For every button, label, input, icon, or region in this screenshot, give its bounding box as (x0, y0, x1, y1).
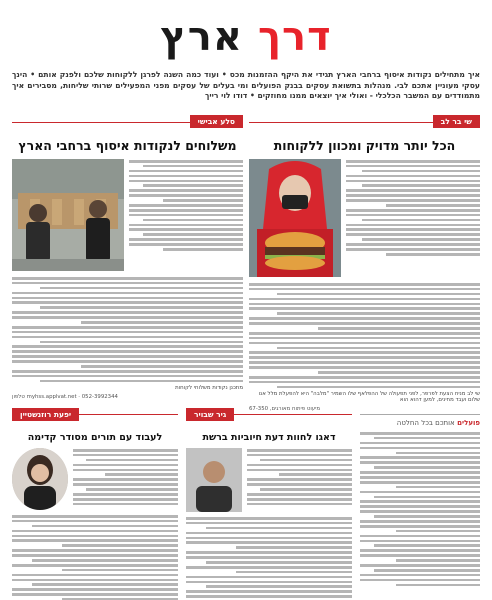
page-title (12, 8, 480, 66)
mini-left-tagbar (12, 410, 178, 428)
article-left-lede (12, 159, 243, 271)
mini-left-text (73, 448, 178, 510)
mini-left-photo-art (12, 448, 68, 510)
mini-left-tag: יפעת רוזנשטיין (12, 408, 79, 421)
intro-paragraph: איך מתחילים נקודות איסוף ברחבי הארץ תגידי את היקף ההזמנות מכס • ועוד כמה השנה לפרגן ללקוחות שלכם ולפנק אותם • הינך עסקי מעוניין אתכם לבי. מנהלות בתשואת עסקים בבנק הפועלים ומי בעלים של עסקים מפני המפעילים שרותי שליחות, מסבירים איך מתמודדים עם המשבר הכלכלי - ואולי איך יוצאים ממנו מחוזקים • דודו לוי רייך (12, 70, 480, 100)
article-left-tagbar (12, 117, 243, 136)
mini-left-text-more (12, 514, 178, 600)
mini-middle-body (186, 448, 352, 512)
sidebar-tag-a: פועלים (457, 419, 480, 427)
article-right-body-more (249, 282, 480, 388)
mini-middle-text (247, 448, 352, 512)
article-left-headline: משלוחים לנקודות איסוף ברחבי הארץ (18, 138, 237, 153)
bottom-section (12, 410, 480, 598)
sidebar (360, 414, 480, 598)
article-right-tagbar (249, 117, 480, 136)
intro-text: איך מתחילים נקודות איסוף ברחבי הארץ תגידי את היקף ההזמנות מכס • ועוד כמה השנה לפרגן ללקוחות שלכם ולפנק אותם • הינך עסקי מעוניין אתכם לבי. מנהלות בתשואת עסקים בבנק הפועלים ומי בעלים של עסקים מפני המפעילים שרותי שליחות, מסבירים איך מתמודדים עם המשבר הכלכלי - ואולי איך יוצאים ממנו מחוזקים (12, 70, 480, 100)
mini-left-headline: לעבוד עם תורים מסודר קדימה (27, 432, 163, 443)
article-right-credit: מיעוט פיתוח מאורגים, 67-350 (249, 406, 321, 413)
article-right-tag: שי בר לב (433, 115, 480, 128)
article-right-caption: שי לב מניח הצעת לפרפר, לפני תפעולה של ההפלאף שלו השמיר "מלבה" היא להפעלת מלל אנו שלום ועבד מחינים, למען דהוא הוא (258, 391, 480, 404)
top-articles (12, 116, 480, 413)
article-left-tag: סלע אבישי (190, 115, 243, 128)
article-left (12, 116, 243, 404)
article-left-credit: myhss.applvat.net · 052-3992344 טלפון (12, 394, 118, 401)
mini-middle-photo (186, 448, 242, 512)
mini-article-middle (186, 410, 352, 598)
mini-left-photo (12, 448, 68, 510)
mini-middle-photo-art (186, 448, 242, 512)
article-right-body (346, 159, 480, 277)
mini-middle-tag: גיר שבויר (186, 408, 234, 421)
article-right-headline: הכל יותר מדויק ומכוון ללקוחות (273, 138, 456, 153)
article-right-lede (249, 159, 480, 277)
mini-middle-text-more (186, 516, 352, 600)
delivery-team-photo (12, 159, 124, 271)
sidebar-body (360, 431, 480, 586)
title-word-2: ארץ (160, 14, 243, 60)
article-left-body (129, 159, 243, 271)
burger-photo (249, 159, 341, 277)
delivery-team-photo-art (12, 159, 124, 271)
masthead (12, 8, 480, 70)
burger-photo-art (249, 159, 341, 277)
article-left-caption: מתכנן נקודות משלוחי לקוחות (175, 385, 243, 392)
sidebar-tag (360, 419, 480, 427)
mini-left-body (12, 448, 178, 510)
mini-middle-tagbar (186, 410, 352, 428)
article-left-body-more (12, 276, 243, 382)
mini-article-left (12, 410, 178, 598)
sidebar-tag-b: אותכם בכל החלטה (396, 419, 455, 427)
intro-author: דודו לוי רייך (205, 91, 248, 100)
mini-middle-headline: דאגו לחוות דעת חיוביות ברשת (202, 432, 336, 443)
article-right (249, 116, 480, 413)
title-word-1: דרך (257, 14, 332, 60)
